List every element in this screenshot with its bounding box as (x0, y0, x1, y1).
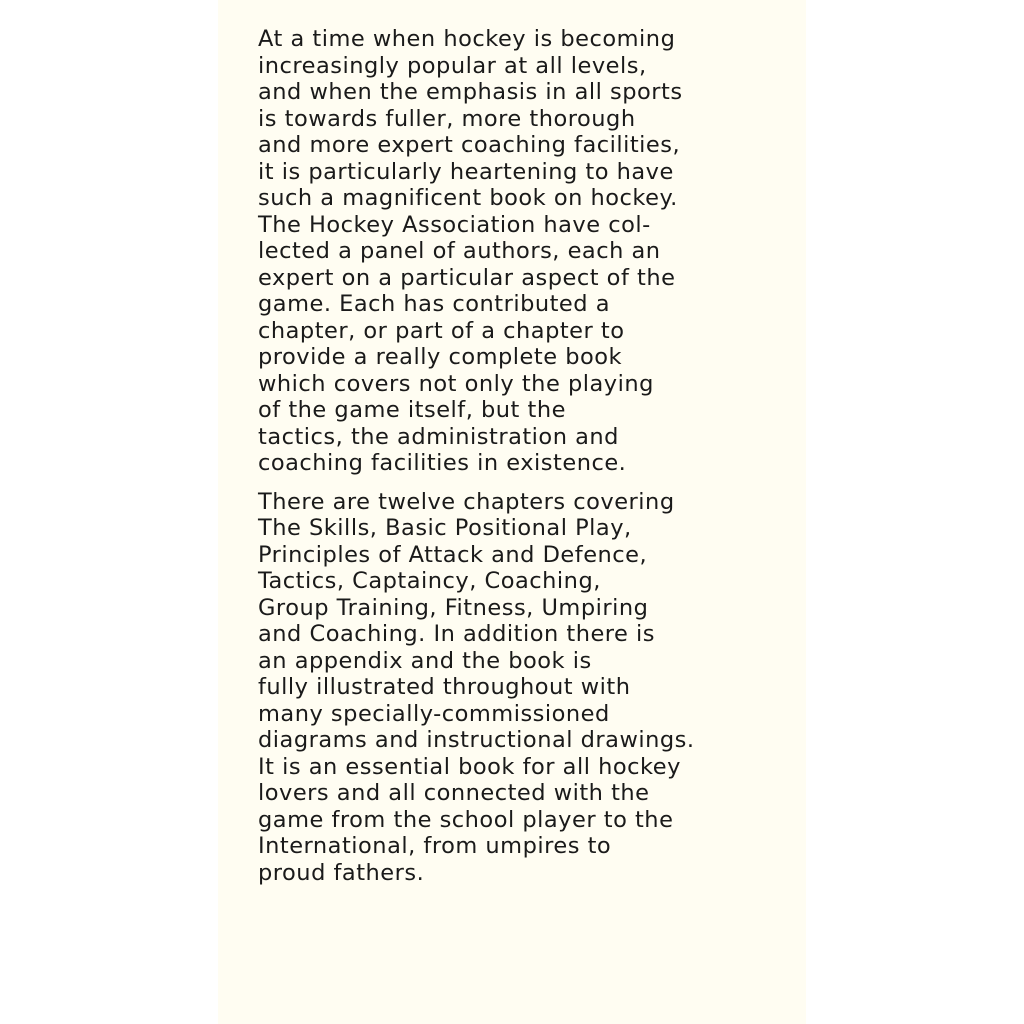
text-line: it is particularly heartening to have (258, 158, 674, 185)
text-line: an appendix and the book is (258, 647, 592, 674)
text-line: game from the school player to the (258, 806, 674, 833)
text-line: Principles of Attack and Defence, (258, 541, 648, 568)
text-line: provide a really complete book (258, 344, 623, 370)
text-line: tactics, the administration and (258, 423, 619, 450)
text-line: which covers not only the playing (258, 370, 654, 397)
text-line: International, from umpires to (258, 833, 612, 859)
text-line: many specially-commissioned (258, 700, 610, 727)
paragraph-chapters (258, 489, 798, 887)
text-line: lected a panel of authors, each an (258, 238, 661, 264)
text-line: Group Training, Fitness, Umpiring (258, 594, 649, 621)
text-line: It is an essential book for all hockey (258, 753, 681, 780)
text-line: game. Each has contributed a (258, 291, 610, 317)
text-line: such a magnificent book on hockey. (258, 185, 678, 211)
paragraph-intro (258, 26, 798, 477)
text-line: proud fathers. (258, 859, 425, 886)
text-line: coaching facilities in existence. (258, 450, 627, 476)
text-line: and when the emphasis in all sports (258, 79, 683, 105)
text-line: and Coaching. In addition there is (258, 621, 656, 647)
text-line: of the game itself, but the (258, 397, 566, 423)
text-line: is towards fuller, more thorough (258, 105, 636, 132)
text-line: chapter, or part of a chapter to (258, 317, 625, 344)
text-line: Tactics, Captaincy, Coaching, (258, 568, 601, 594)
text-line: and more expert coaching facilities, (258, 132, 681, 158)
text-line: expert on a particular aspect of the (258, 264, 676, 291)
text-line: At a time when hockey is becoming (258, 26, 676, 52)
text-line: There are twelve chapters covering (258, 488, 675, 515)
text-line: lovers and all connected with the (258, 780, 650, 806)
text-line: fully illustrated throughout with (258, 674, 631, 700)
text-line: The Skills, Basic Positional Play, (258, 515, 632, 541)
text-line: The Hockey Association have col- (258, 211, 651, 238)
blurb-text (258, 26, 798, 886)
text-line: diagrams and instructional drawings. (258, 727, 695, 753)
text-line: increasingly popular at all levels, (258, 52, 647, 79)
